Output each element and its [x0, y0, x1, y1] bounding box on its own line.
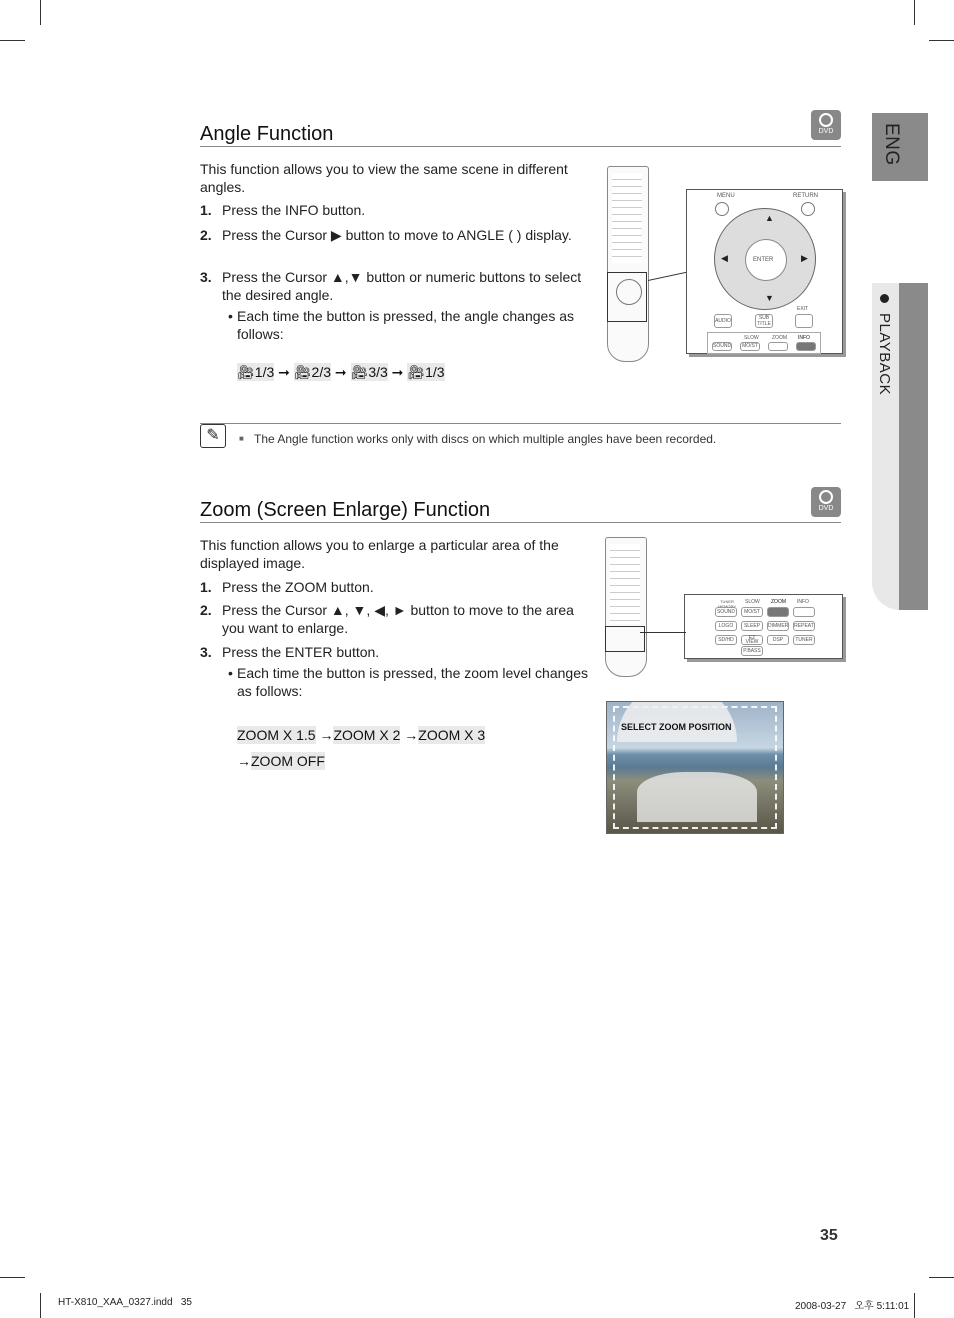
angle-sequence: 🎥︎1/3 ➞ 🎥︎2/3 ➞ 🎥︎3/3 ➞ 🎥︎1/3 — [237, 364, 445, 380]
ez-view-button[interactable]: EZ VIEW — [741, 635, 763, 645]
sd-hd-button[interactable]: SD/HD — [715, 635, 737, 645]
crop-mark — [914, 1293, 915, 1318]
angle-step-3: 3. Press the Cursor ▲,▼ button or numeric buttons to select the desired angle. — [200, 269, 582, 303]
crop-mark — [0, 40, 25, 41]
angle-intro: This function allows you to view the same scene in different angles. — [200, 161, 568, 195]
cursor-left-icon[interactable]: ◀ — [721, 253, 728, 263]
cursor-down-icon[interactable]: ▼ — [765, 293, 774, 303]
button-row: SLOW ZOOM INFO SOUND MO/ST — [707, 332, 821, 354]
bullet-marker: • — [228, 308, 233, 324]
note-text: The Angle function works only with discs on which multiple angles have been recorded. — [254, 432, 717, 446]
zoom-seq-item: ZOOM X 1.5 — [237, 727, 316, 743]
dimmer-button[interactable]: DIMMER — [768, 623, 789, 629]
callout-line — [648, 272, 686, 301]
zoom-button[interactable] — [767, 607, 789, 617]
crop-mark — [40, 1293, 41, 1318]
mo-st-button[interactable]: MO/ST — [740, 342, 760, 351]
page-number: 35 — [820, 1227, 838, 1244]
return-button[interactable] — [801, 202, 815, 216]
tuner-button[interactable]: TUNER — [793, 635, 815, 645]
title-rule — [200, 522, 841, 523]
dvd-icon: DVD — [811, 487, 841, 517]
crop-mark — [929, 40, 954, 41]
zoom-seq-item: ZOOM X 2 — [333, 727, 401, 743]
crop-mark — [40, 0, 41, 25]
audio-button[interactable]: AUDIO — [714, 314, 732, 328]
info-button[interactable] — [793, 607, 815, 617]
angle-bullet: Each time the button is pressed, the angle changes as follows: — [237, 308, 574, 342]
zoom-bullet: Each time the button is pressed, the zoom level changes as follows: — [237, 665, 588, 699]
eng-tab-label: ENG — [881, 123, 902, 166]
footer-left: HT-X810_XAA_0327.indd 35 — [58, 1297, 192, 1308]
callout-line — [640, 632, 686, 633]
zoom-seq-item: ZOOM X 3 — [418, 727, 486, 743]
angle-seq-item: 🎥︎1/3 — [407, 364, 445, 380]
angle-seq-item: 🎥︎1/3 — [237, 364, 275, 380]
p-bass-button[interactable]: P.BASS — [741, 646, 763, 656]
remote-zoom-angle — [686, 189, 843, 354]
remote-control-illustration — [607, 166, 649, 362]
note-icon: ✎ — [200, 424, 226, 448]
angle-title: Angle Function — [200, 123, 334, 145]
cursor-pad[interactable] — [714, 208, 816, 310]
cursor-up-icon[interactable]: ▲ — [765, 213, 774, 223]
logo-button[interactable]: LOGO — [715, 621, 737, 631]
remote-control-illustration — [605, 537, 647, 677]
title-rule — [200, 146, 841, 147]
section-tab-label: PLAYBACK — [876, 313, 893, 396]
sleep-button[interactable]: SLEEP — [741, 621, 763, 631]
remote-label-exit: EXIT — [797, 306, 809, 312]
sound-button[interactable]: SOUND — [713, 343, 732, 349]
repeat-button[interactable]: REPEAT — [794, 623, 814, 629]
remote-highlight-box — [605, 626, 645, 652]
angle-step-2: 2. Press the Cursor ▶ button to move to ANGLE ( ) display. — [200, 227, 572, 243]
menu-button[interactable] — [715, 202, 729, 216]
zoom-step-2: 2. Press the Cursor ▲, ▼, ◀, ► button to move to the area you want to enlarge. — [200, 602, 574, 636]
zoom-title: Zoom (Screen Enlarge) Function — [200, 499, 491, 521]
zoom-seq-item: ZOOM OFF — [251, 753, 325, 769]
note-bullet-icon: ■ — [239, 434, 244, 443]
dvd-icon: DVD — [811, 110, 841, 140]
remote-zoom-zoom: TUNER MEMORY SLOW ZOOM INFO SOUND MO/ST LOGO SLEEP DIMMER REPEAT SD/HD EZ VIEW DSP TUNER P.BASS — [684, 594, 843, 659]
zoom-screen-image — [606, 701, 784, 834]
crop-mark — [929, 1277, 954, 1278]
info-button[interactable] — [796, 342, 816, 351]
zoom-intro: This function allows you to enlarge a particular area of the displayed image. — [200, 537, 559, 571]
zoom-button[interactable] — [768, 342, 788, 351]
bullet-marker: • — [228, 665, 233, 681]
zoom-sequence-line-2: →ZOOM OFF — [237, 753, 325, 769]
subtitle-button[interactable]: SUB TITLE — [755, 314, 773, 328]
section-tab[interactable] — [899, 283, 928, 610]
crop-mark — [914, 0, 915, 25]
crop-mark — [0, 1277, 25, 1278]
zoom-screen-caption: SELECT ZOOM POSITION — [621, 722, 732, 732]
angle-step-1: 1. Press the INFO button. — [200, 202, 366, 218]
bullet-dot-icon — [880, 294, 889, 303]
exit-button[interactable] — [795, 314, 813, 328]
note-rule — [200, 423, 841, 424]
remote-label-return: RETURN — [793, 193, 818, 199]
sound-button[interactable]: SOUND — [716, 609, 736, 615]
cursor-right-icon[interactable]: ▶ — [801, 253, 808, 263]
zoom-step-1: 1. Press the ZOOM button. — [200, 579, 374, 595]
mo-st-button[interactable]: MO/ST — [741, 607, 763, 617]
angle-seq-item: 🎥︎2/3 — [293, 364, 332, 380]
remote-label-menu: MENU — [717, 193, 735, 199]
enter-label: ENTER — [753, 257, 774, 263]
zoom-sequence: ZOOM X 1.5 →ZOOM X 2 →ZOOM X 3 — [237, 727, 486, 743]
footer-right: 2008-03-27 오후 5:11:01 — [795, 1301, 910, 1312]
angle-seq-item: 🎥︎3/3 — [350, 364, 388, 380]
patio-furniture — [637, 772, 757, 822]
zoom-step-3: 3. Press the ENTER button. — [200, 644, 380, 660]
dsp-button[interactable]: DSP — [767, 635, 789, 645]
